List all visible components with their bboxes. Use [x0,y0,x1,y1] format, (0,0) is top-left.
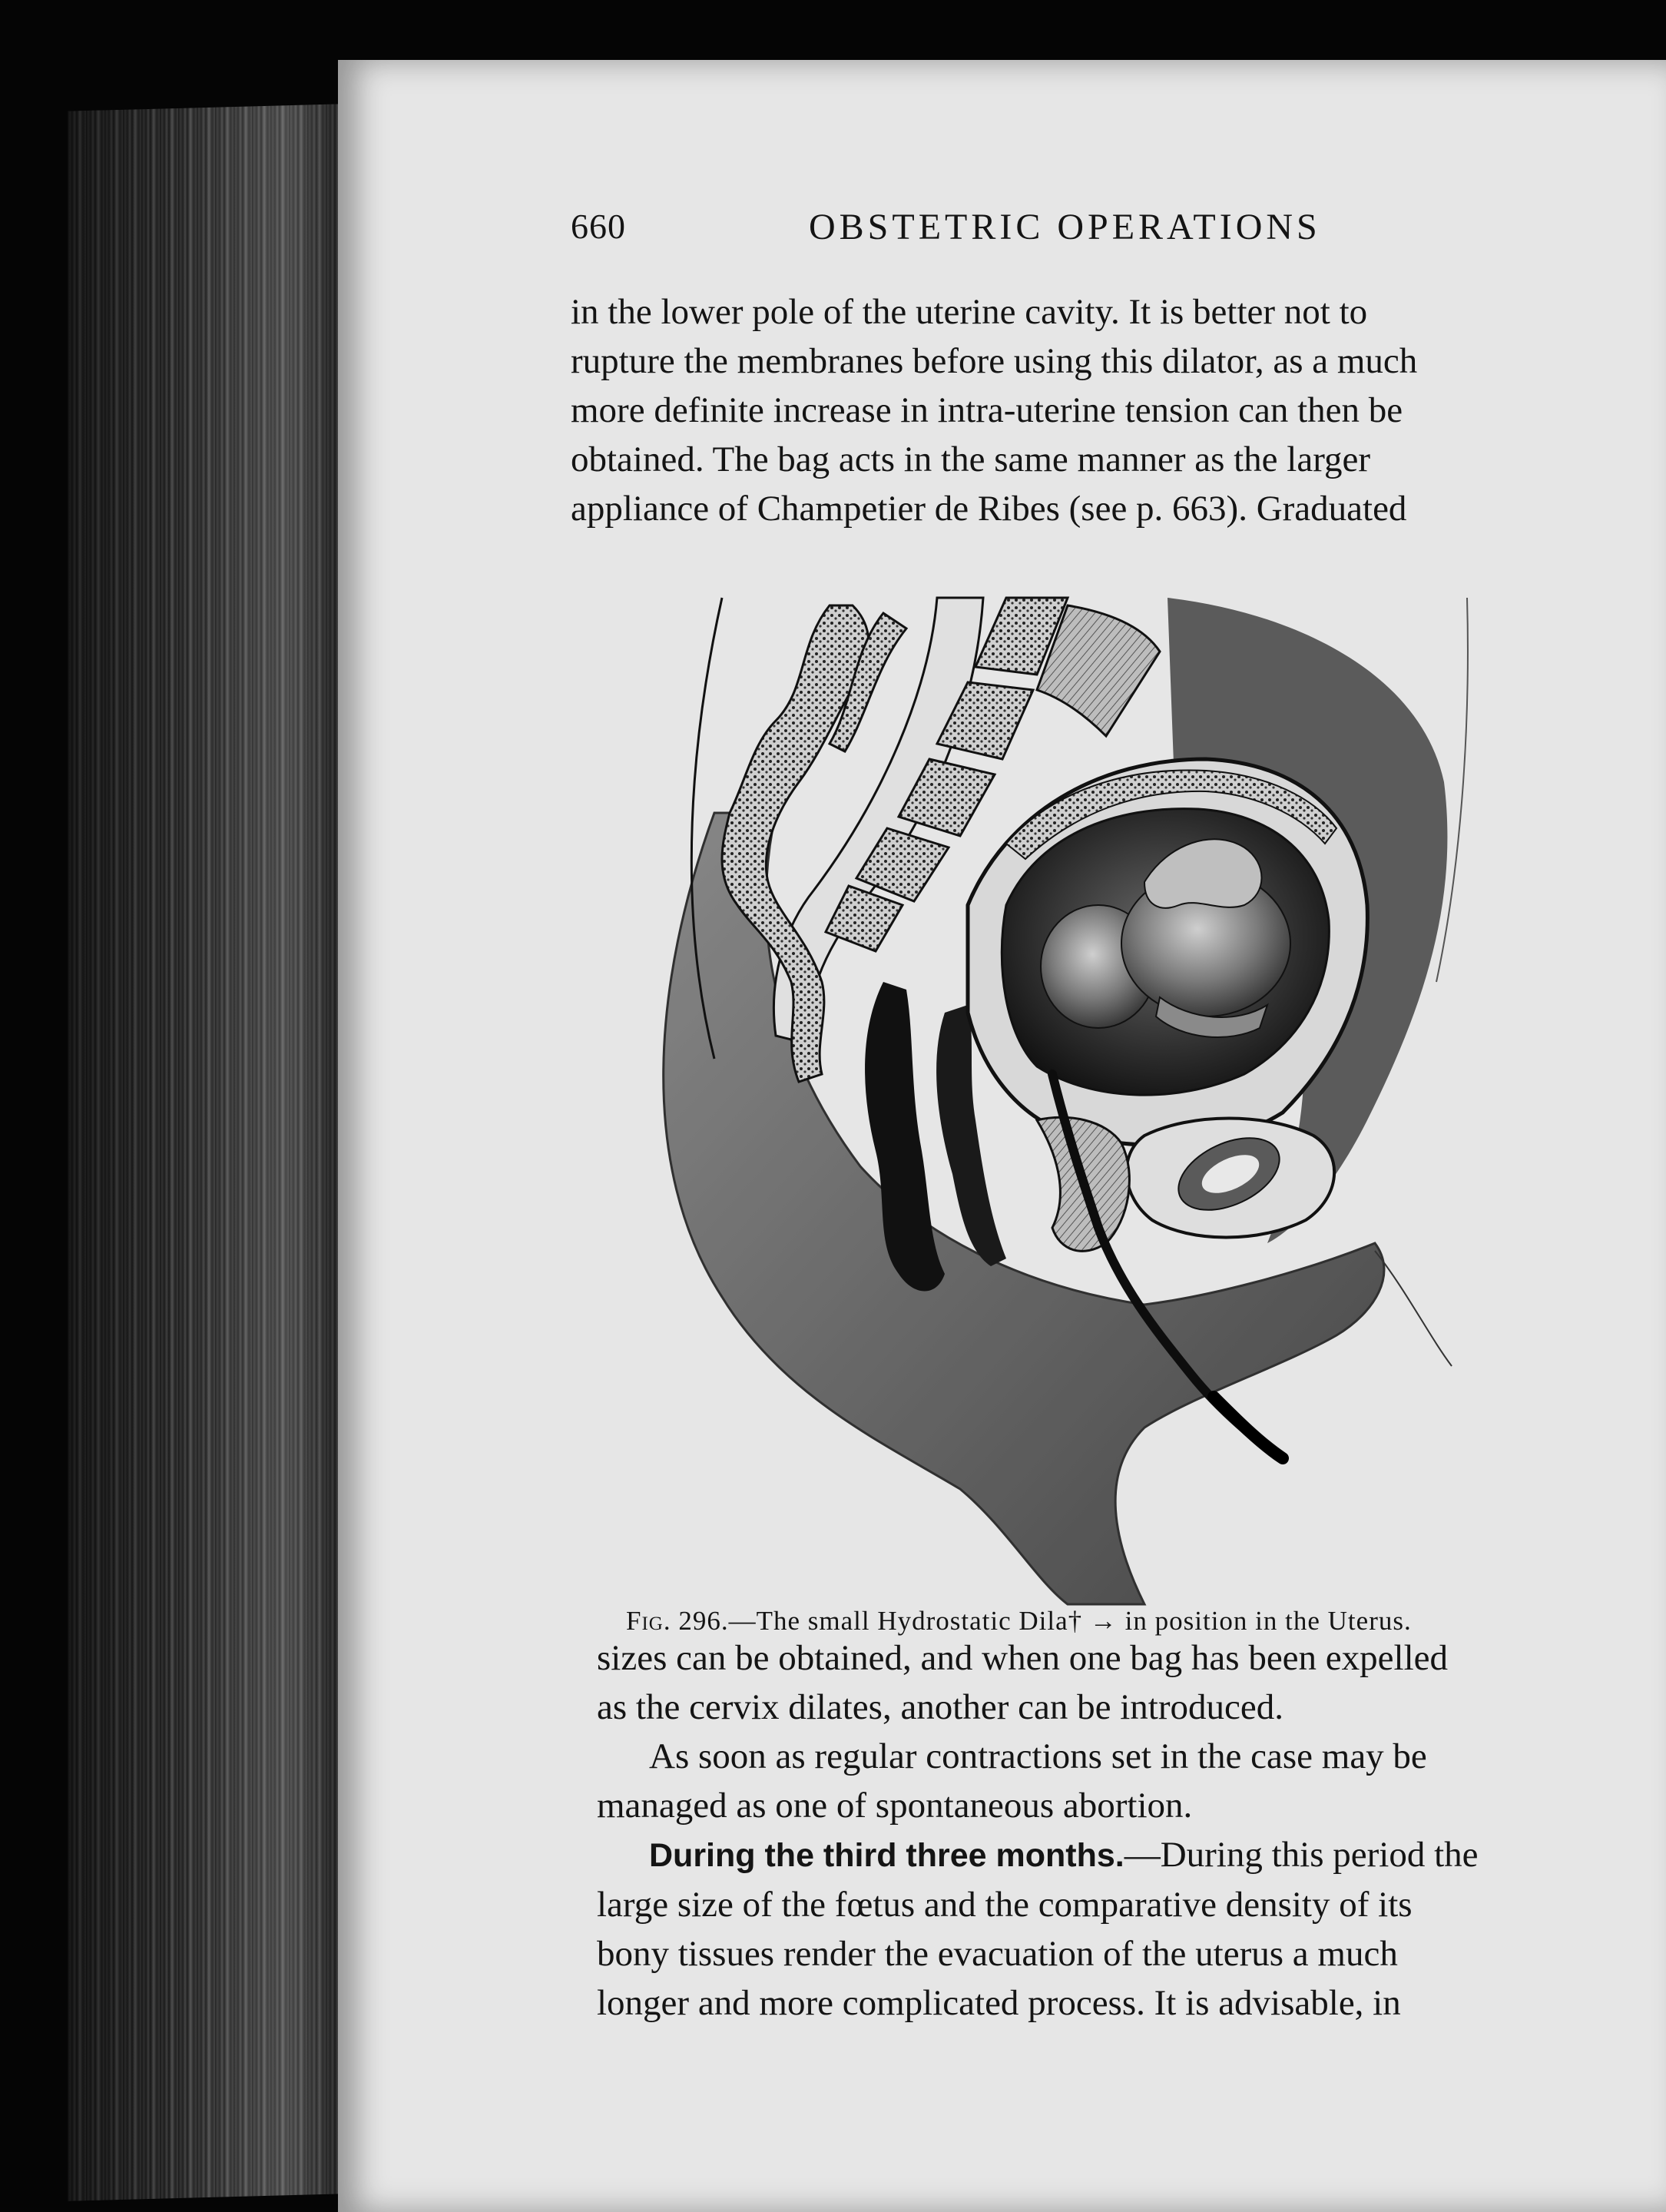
text-fragment: —During this period the [1124,1835,1479,1875]
text-line: As soon as regular contractions set in the case may be [649,1736,1427,1776]
text-line: as the cervix dilates, another can be introduced. [597,1687,1283,1727]
figure-caption-text: —The small Hydrostatic Dila† → in position in the Uterus. [728,1606,1412,1636]
figure-label: Fig. 296. [626,1606,729,1636]
chapter-title: OBSTETRIC OPERATIONS [809,207,1321,247]
text-line: obtained. The bag acts in the same manner as the larger [571,439,1371,479]
text-line: longer and more complicated process. It is advisable, in [597,1983,1401,2023]
top-paragraph [571,287,1523,533]
text-line: large size of the fœtus and the comparative density of its [597,1885,1413,1925]
page-number: 660 [571,207,626,246]
running-head [571,206,1631,252]
paragraph-sizes [597,1633,1549,1732]
paragraph-third-months [597,1830,1549,2028]
text-line [597,1830,1549,1880]
book-page [338,60,1666,2212]
text-line: more definite increase in intra-uterine tension can then be [571,390,1403,430]
anatomical-illustration [607,582,1482,1612]
figure-caption [626,1606,1625,1637]
text-line: managed as one of spontaneous abortion. [597,1786,1193,1826]
section-heading: During the third three months. [649,1837,1124,1874]
paragraph-contractions [597,1732,1549,1830]
page-edge-shading [68,104,344,2200]
text-line: bony tissues render the evacuation of the uterus a much [597,1934,1398,1974]
text-line: rupture the membranes before using this dilator, as a much [571,341,1418,381]
text-line: appliance of Champetier de Ribes (see p. 663). Graduated [571,489,1407,529]
text-line: sizes can be obtained, and when one bag has been expelled [597,1638,1448,1678]
text-line: in the lower pole of the uterine cavity. It is better not to [571,292,1368,332]
